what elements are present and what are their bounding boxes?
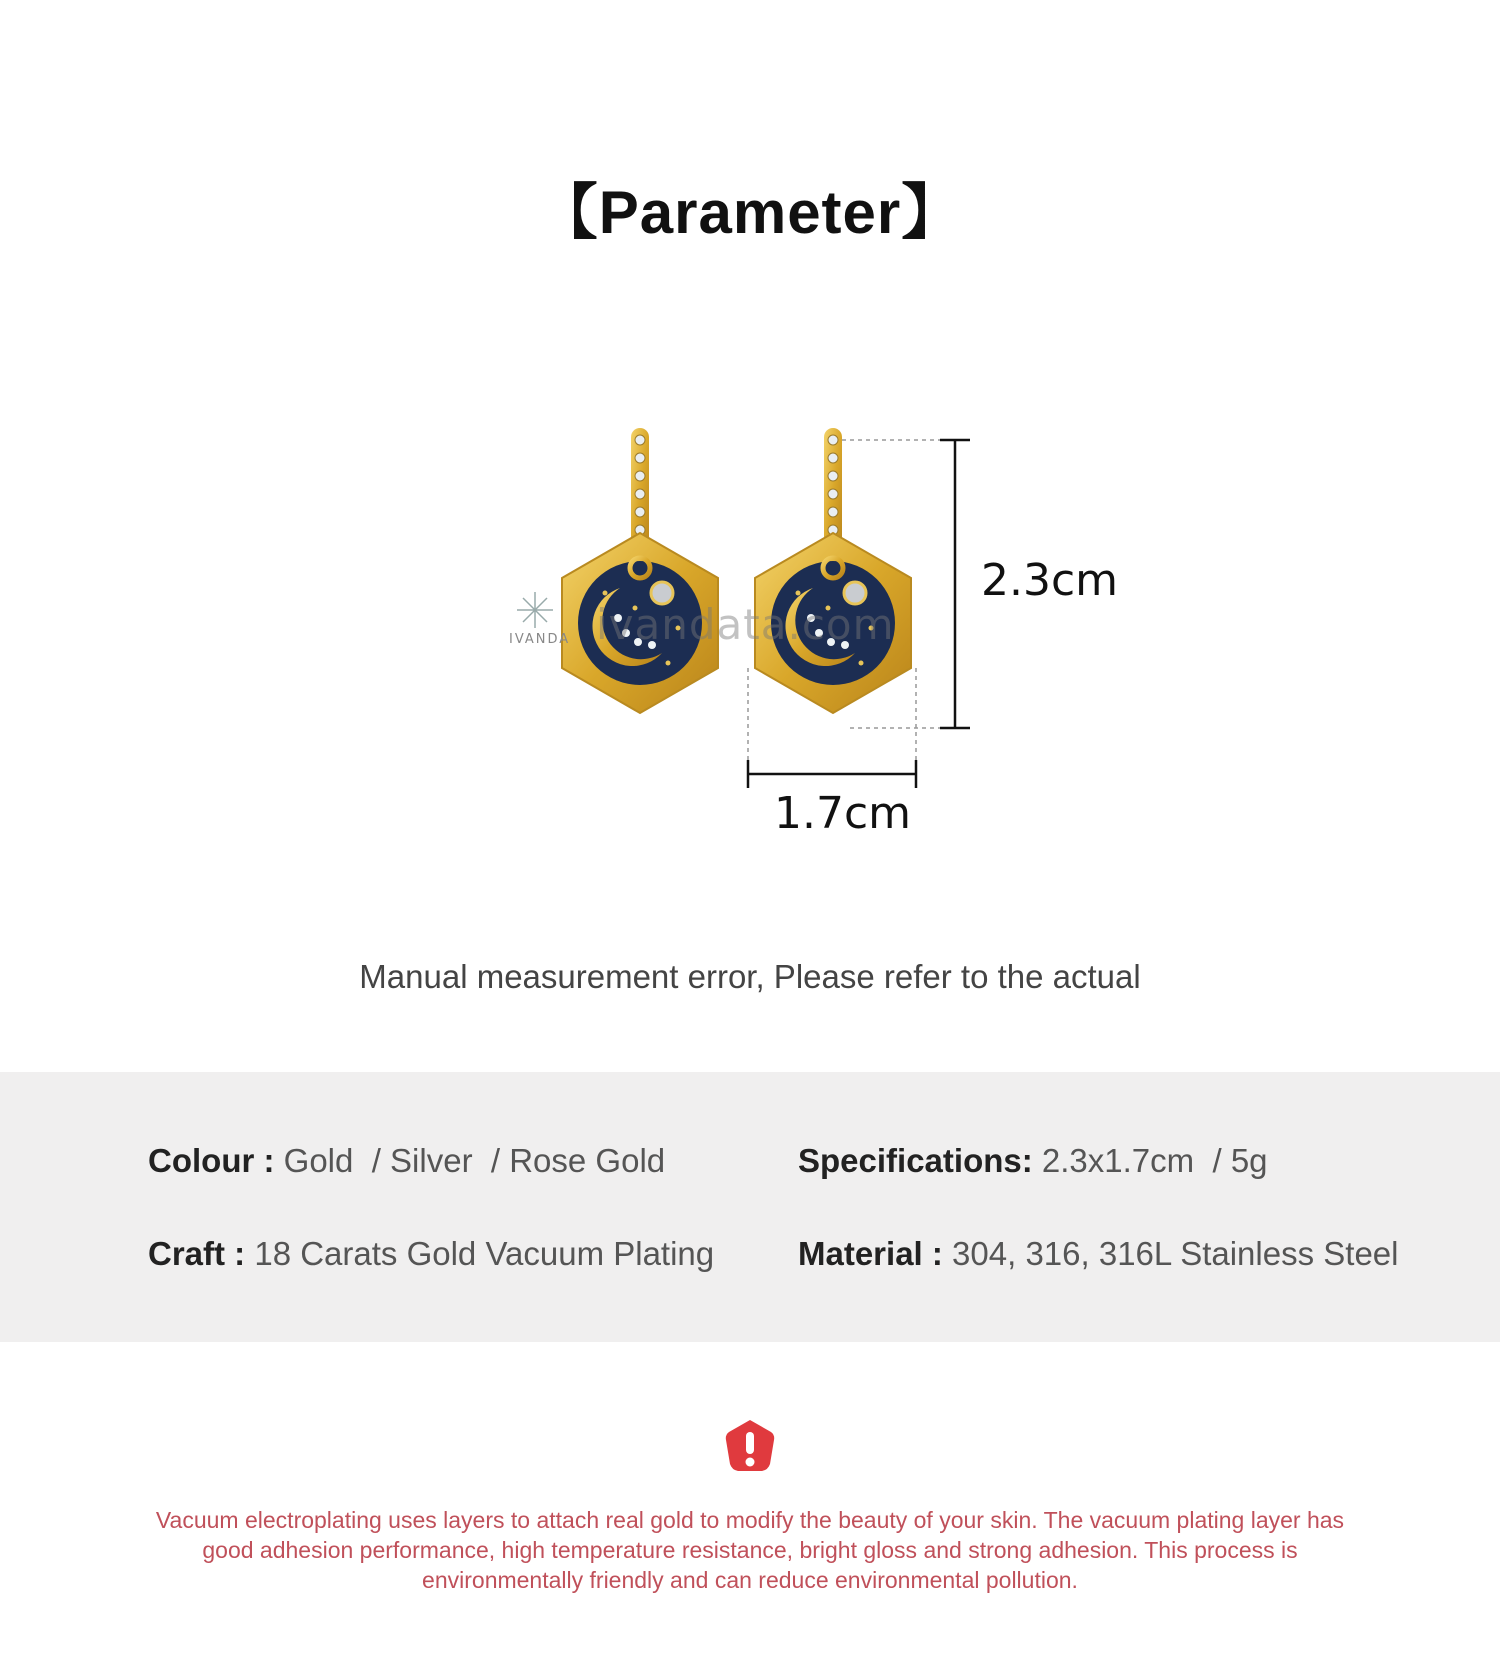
- spec-craft-value: 18 Carats Gold Vacuum Plating: [254, 1235, 715, 1272]
- product-image: [0, 420, 1500, 860]
- plating-warning: Vacuum electroplating uses layers to attach real gold to modify the beauty of your skin. The vacuum plating layer has good adhesion performance, high temperature resistance, bright gloss and strong adhesion. This process is environmentally friendly and can reduce environmental pollution.: [155, 1507, 1345, 1593]
- height-label: 2.3cm: [981, 555, 1119, 606]
- spec-material: [798, 1235, 1398, 1273]
- spec-specifications-label: Specifications:: [798, 1142, 1033, 1179]
- right-earring: [755, 428, 911, 713]
- left-earring: [562, 428, 718, 713]
- spec-colour: [148, 1142, 665, 1180]
- watermark-site: ivandata.com: [596, 600, 895, 649]
- spec-material-label: Material :: [798, 1235, 943, 1272]
- logo-star-icon: [517, 592, 553, 628]
- spec-material-value: 304, 316, 316L Stainless Steel: [952, 1235, 1399, 1272]
- spec-colour-value: Gold / Silver / Rose Gold: [283, 1142, 666, 1179]
- spec-colour-label: Colour :: [148, 1142, 275, 1179]
- measurement-note: Manual measurement error, Please refer to the actual: [359, 958, 1141, 995]
- spec-craft: [148, 1235, 714, 1273]
- width-dimension-line: [748, 760, 916, 788]
- spec-specifications: [798, 1142, 1268, 1180]
- exclamation-icon: [725, 1418, 775, 1474]
- height-dimension-line: [940, 440, 970, 728]
- spec-specifications-value: 2.3x1.7cm / 5g: [1041, 1142, 1268, 1179]
- width-label: 1.7cm: [774, 788, 912, 839]
- page-title: 【Parameter】: [537, 179, 963, 246]
- spec-panel: [0, 1072, 1500, 1342]
- spec-craft-label: Craft :: [148, 1235, 246, 1272]
- watermark-logo: IVANDA: [509, 632, 571, 647]
